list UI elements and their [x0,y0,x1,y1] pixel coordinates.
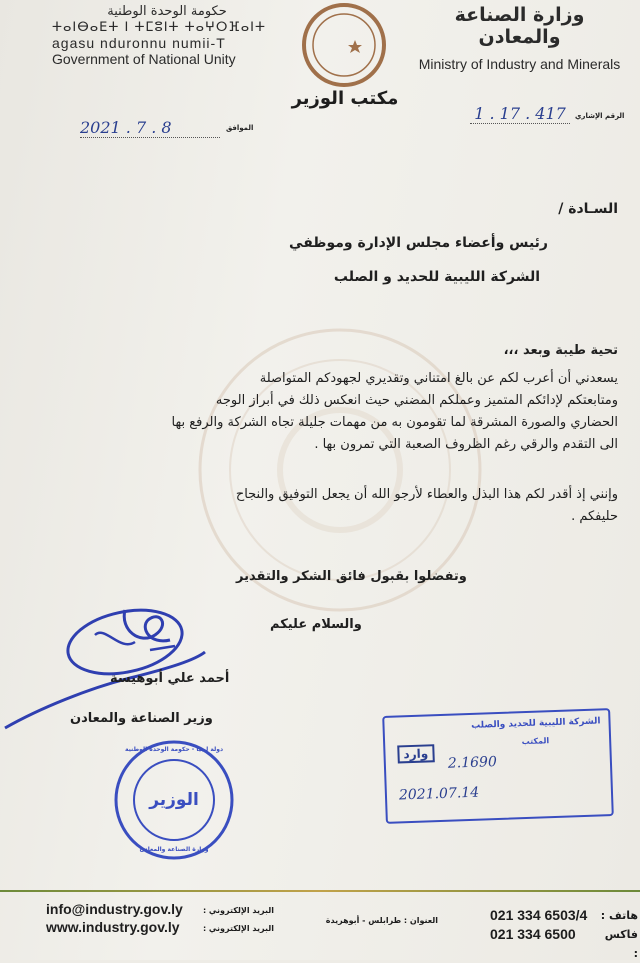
reference-line [470,104,570,124]
received-stamp [382,708,614,824]
header-left-block [52,4,282,67]
wish-line: وإنني إذ أقدر لكم هذا البذل والعطاء لأرجو الله أن يجعل التوفيق والنجاح [235,487,618,502]
signer-name: أحمد علي أبوهيسة [110,671,230,686]
minister-office-title: مكتب الوزير [291,88,399,109]
paragraph-line: الى التقدم والرقي رغم الظروف الصعبة التي تمرون بها . [314,437,618,452]
wish-paragraph [18,484,618,528]
footer-email-label: البريد الإلكتروني : [202,906,274,915]
footer-contact-web [46,900,183,936]
wish-line: حليفكم . [571,509,618,524]
government-english: Government of National Unity [52,51,236,67]
footer-address: العنوان : طرابلس - أبوهريدة [325,916,438,925]
ministry-arabic: وزارة الصناعة والمعادن [454,4,585,48]
closing-thanks: وتفضلوا بقبول فائق الشكر والتقدير [236,569,467,584]
footer-phone-2: 021 334 6500 [490,926,576,942]
footer-phone-labels [598,906,638,963]
paragraph-line: يسعدني أن أعرب لكم عن بالغ امتناني وتقديري لجهودكم المتواصلة [259,371,618,386]
seal-center-text: الوزير [149,790,199,810]
footer-phone-label-1: هاتف : [600,909,638,922]
footer-email[interactable]: info@industry.gov.ly [46,901,183,917]
footer-web-labels [198,902,274,938]
seal-top-text: دولة ليبيا - حكومة الوحدة الوطنية [124,746,224,753]
header-right-block [417,4,622,72]
date-line [80,118,220,138]
reference-label: الرقم الإشاري [575,112,625,120]
ministry-emblem-icon [295,2,393,88]
footer-phone-label-2: فاكس : [604,928,638,960]
seal-bottom-text: وزارة الصناعة والمعادن [139,846,209,853]
received-box: وارد [397,744,434,763]
paragraph-line: ومتابعتكم لإدائكم المتميز وعملكم المضني حيث انعكس ذلك في أبراز الوجه [215,393,618,408]
government-berber: agasu nduronnu numii-T [52,35,226,51]
footer-website[interactable]: www.industry.gov.ly [46,919,180,935]
received-number: 2.1690 [447,754,498,772]
received-stamp-sub: المكتب [521,736,550,747]
government-arabic: حكومة الوحدة الوطنية [107,4,227,19]
received-date: 2021.07.14 [398,784,480,804]
signer-title: وزير الصناعة والمعادن [70,711,213,726]
date-label: الموافق [226,124,254,132]
ministry-seal-stamp [112,738,236,862]
footer-divider [0,890,640,892]
date-value: 2021 . 7 . 8 [80,118,172,137]
letter-paragraph [18,368,618,456]
addressee-line-2: الشركة الليبية للحديد و الصلب [333,269,540,285]
footer-phones [490,906,587,944]
footer-website-label: البريد الإلكتروني : [202,924,274,933]
greeting: تحية طيبة وبعد ،،، [503,343,618,358]
reference-value: 1 . 17 . 417 [474,104,566,123]
salutation-to: السـادة / [558,201,618,217]
paragraph-line: الحضاري والصورة المشرقة لما تقومون به من مهمات جليلة تجاه الشركة والرفع بها [171,415,618,430]
closing-peace: والسلام عليكم [270,617,362,632]
ministry-english: Ministry of Industry and Minerals [418,56,621,72]
addressee-line-1: رئيس وأعضاء مجلس الإدارة وموظفي [289,235,548,251]
government-tifinagh: ⵜⴰⵏⴱⴰⴹⵜ ⵏ ⵜⵎⵓⵏⵜ ⵜⴰⵖⵔⴼⴰⵏⵜ [52,20,266,35]
received-stamp-title: الشركة الليبية للحديد والصلب [471,716,601,731]
footer-phone-1: 021 334 6503/4 [490,907,588,923]
